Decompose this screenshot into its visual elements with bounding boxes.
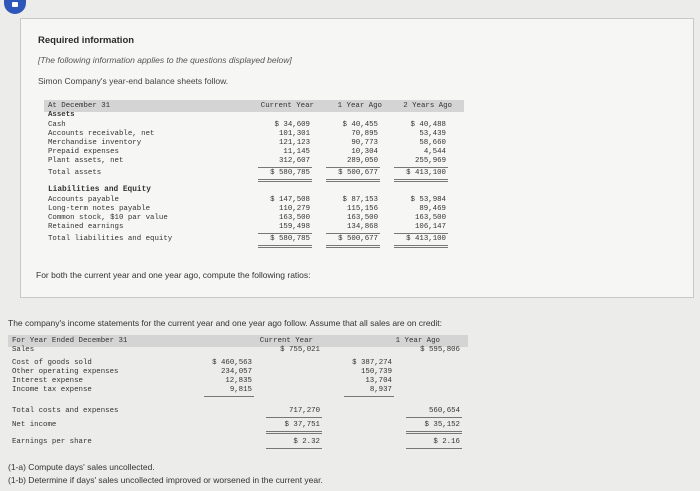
row-label: Net income [12,421,57,429]
table-row [8,386,468,395]
header-cell: For Year Ended December 31 [12,337,128,345]
row-label: Earnings per share [12,438,92,446]
cell: 11,145 [283,148,310,156]
header-cell: At December 31 [48,102,111,110]
table-row [8,407,468,416]
cell: 150,739 [360,368,392,376]
cell: 163,500 [414,214,446,222]
header-cell: Current Year [259,337,313,345]
cell: 560,654 [428,407,460,415]
table-row [44,139,464,148]
cell: $ 580,785 [270,235,310,243]
table-row [8,359,468,368]
cell: 289,050 [346,157,378,165]
income-statement-table [8,335,468,453]
header-cell: 1 Year Ago [395,337,440,345]
row-label: Accounts payable [48,196,119,204]
cell: $ 34,609 [274,121,310,129]
cell: 121,123 [278,139,310,147]
cell: 53,439 [419,130,446,138]
cell: 10,304 [351,148,378,156]
cell: 163,500 [278,214,310,222]
row-label: Income tax expense [12,386,92,394]
row-label: Interest expense [12,377,83,385]
cell: $ 460,563 [212,359,252,367]
divider [266,417,322,418]
cell: 312,607 [278,157,310,165]
cell: $ 53,984 [410,196,446,204]
cell: 89,469 [419,205,446,213]
double-divider [326,245,380,248]
cell: $ 580,785 [270,169,310,177]
table-row [44,157,464,166]
cell: 159,498 [278,223,310,231]
row-label: Cash [48,121,66,129]
cell: 58,660 [419,139,446,147]
row-label: Retained earnings [48,223,124,231]
row-label: Merchandise inventory [48,139,142,147]
cell: $ 387,274 [352,359,392,367]
cell: $ 35,152 [424,421,460,429]
question-1b: (1-b) Determine if days' sales uncollected improved or worsened in the current year. [8,475,323,485]
cell: 134,868 [346,223,378,231]
row-label: Long-term notes payable [48,205,151,213]
table-row [8,438,468,447]
divider [394,233,448,234]
header-cell: 1 Year Ago [337,102,382,110]
row-label: Other operating expenses [12,368,119,376]
table-header-row [8,337,468,346]
divider [344,396,394,397]
cell: $ 2.32 [293,438,320,446]
double-divider [326,179,380,182]
header-cell: 2 Years Ago [403,102,452,110]
instruction-text: [The following information applies to the questions displayed below] [38,55,292,65]
cell: 4,544 [423,148,446,156]
cell: 110,279 [278,205,310,213]
row-label: Total assets [48,169,102,177]
cell: $ 40,455 [342,121,378,129]
cell: $ 40,488 [410,121,446,129]
cell: 101,301 [278,130,310,138]
double-divider [394,245,448,248]
table-header-row [44,102,464,111]
table-row [44,148,464,157]
divider [326,167,380,168]
divider [394,167,448,168]
cell: $ 755,021 [280,346,320,354]
ratios-question: For both the current year and one year ago, compute the following ratios: [36,270,311,280]
cell: $ 2.16 [433,438,460,446]
income-intro-text: The company's income statements for the current year and one year ago follow. Assume that all sales are on credit: [8,318,442,328]
divider [266,448,322,449]
cell: 13,704 [365,377,392,385]
table-row [44,205,464,214]
row-label: Total costs and expenses [12,407,119,415]
row-label: Prepaid expenses [48,148,119,156]
table-row [44,223,464,232]
cell: 255,969 [414,157,446,165]
balance-sheet-table [44,100,464,260]
cell: $ 37,751 [284,421,320,429]
question-1a: (1-a) Compute days' sales uncollected. [8,462,155,472]
table-row [44,196,464,205]
row-label: Accounts receivable, net [48,130,155,138]
header-cell: Current Year [260,102,314,110]
double-divider [258,245,312,248]
total-row [44,169,464,178]
intro-text: Simon Company's year-end balance sheets follow. [38,76,229,86]
divider [406,448,462,449]
cell: 163,500 [346,214,378,222]
table-row [8,421,468,430]
row-label: Sales [12,346,35,354]
double-divider [394,179,448,182]
table-row [8,346,468,355]
cell: $ 595,806 [420,346,460,354]
row-label: Cost of goods sold [12,359,92,367]
cell: 12,835 [225,377,252,385]
cell: $ 500,677 [338,169,378,177]
table-row [44,121,464,130]
double-divider [266,431,322,434]
divider [406,417,462,418]
cell: $ 147,508 [270,196,310,204]
row-label: Common stock, $10 par value [48,214,168,222]
total-row [44,235,464,244]
cell: $ 500,677 [338,235,378,243]
row-label: Plant assets, net [48,157,124,165]
assets-label: Assets [48,111,75,119]
double-divider [258,179,312,182]
cell: 8,937 [369,386,392,394]
table-row [44,214,464,223]
cell: 106,147 [414,223,446,231]
row-label: Total liabilities and equity [48,235,173,243]
divider [258,167,312,168]
flag-icon [4,0,26,14]
divider [204,396,254,397]
liabilities-label: Liabilities and Equity [48,186,151,194]
section-heading: Required information [38,35,135,46]
cell: $ 87,153 [342,196,378,204]
table-row [44,130,464,139]
double-divider [406,431,462,434]
divider [258,233,312,234]
table-row [8,377,468,386]
table-row [8,368,468,377]
cell: 717,270 [288,407,320,415]
cell: $ 413,100 [406,169,446,177]
cell: $ 413,100 [406,235,446,243]
cell: 115,156 [346,205,378,213]
cell: 234,057 [220,368,252,376]
divider [326,233,380,234]
cell: 9,815 [229,386,252,394]
cell: 70,895 [351,130,378,138]
cell: 90,773 [351,139,378,147]
